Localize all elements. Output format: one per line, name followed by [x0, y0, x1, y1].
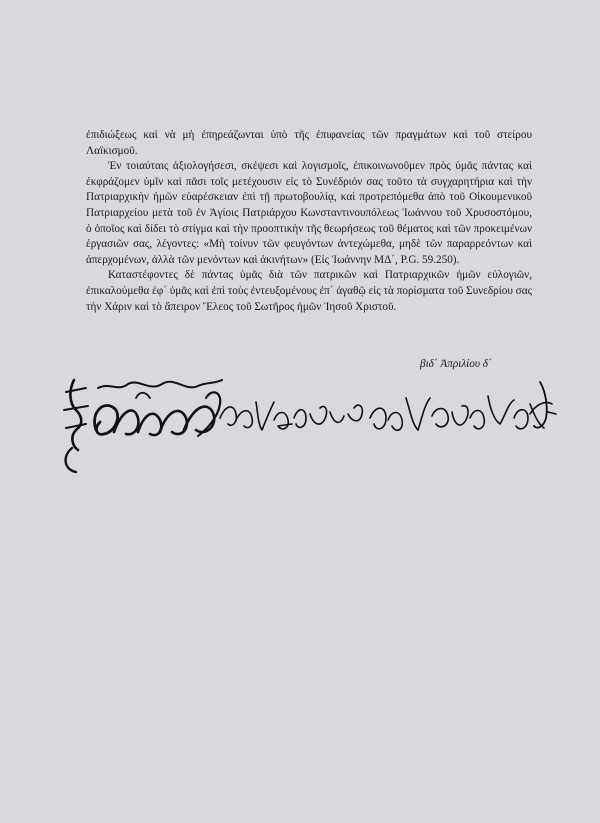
letter-paragraph: Καταστέφοντες δὲ πάντας ὑμᾶς διὰ τῶν πατρικῶν καὶ Πατριαρχικῶν ἡμῶν εὐλογιῶν, ἐπικαλούμεθα ἐφ΄ ὑμᾶς καὶ ἐπὶ τοὺς ἐντευξομένους ἐπ΄ ἀγαθῷ εἰς τὰ πορίσματα τοῦ Συνεδρίου σας τὴν Χάριν καὶ τὸ ἄπειρον Ἔλεος τοῦ Σωτῆρος ἡμῶν Ἰησοῦ Χριστοῦ. — [86, 269, 532, 313]
letter-paragraph: Ἐν τοιαύταις ἀξιολογήσεσι, σκέψεσι καὶ λογισμοῖς, ἐπικοινωνοῦμεν πρὸς ὑμᾶς πάντας καὶ ἐκφράζομεν ὑμῖν καὶ πᾶσι τοῖς μετέχουσιν εἰς τὸ Συνέδριόν σας τοῦτο τὰ συγχαρητήρια καὶ τὴν Πατριαρχικὴν ἡμῶν εὐαρέσκειαν ἐπὶ τῇ πρωτοβουλίᾳ, καὶ προτρεπόμεθα ἀπὸ τοῦ Οἰκουμενικοῦ Πατριαρχείου μετὰ τοῦ ἐν Ἁγίοις Πατριάρχου Κωνσταντινουπόλεως Ἰωάννου τοῦ Χρυσοστόμου, ὁ ὁποῖος καὶ δίδει τὸ στίγμα καὶ τὴν προοπτικὴν τῆς θεωρήσεως τοῦ θέματος καὶ τῶν προκειμένων ἐργασιῶν σας, λέγοντες: «Μὴ τοίνυν τῶν φευγόντων ἀντεχώμεθα, μηδὲ τῶν παραρρεόντων καὶ ἀπερχομένων, ἀλλὰ τῶν μενόντων καὶ ἀκινήτων» (Εἰς Ἰωάννην ΜΔ΄, P.G. 59.250). — [86, 160, 532, 266]
letter-paragraph: ἐπιδιώξεως καὶ νὰ μὴ ἐπηρεάζωνται ὑπὸ τῆς ἐπιφανείας τῶν πραγμάτων καὶ τοῦ στείρου Λαϊκισμοῦ. — [86, 129, 532, 157]
letter-date: βιδ΄ Ἀπριλίου δ΄ — [420, 358, 492, 370]
